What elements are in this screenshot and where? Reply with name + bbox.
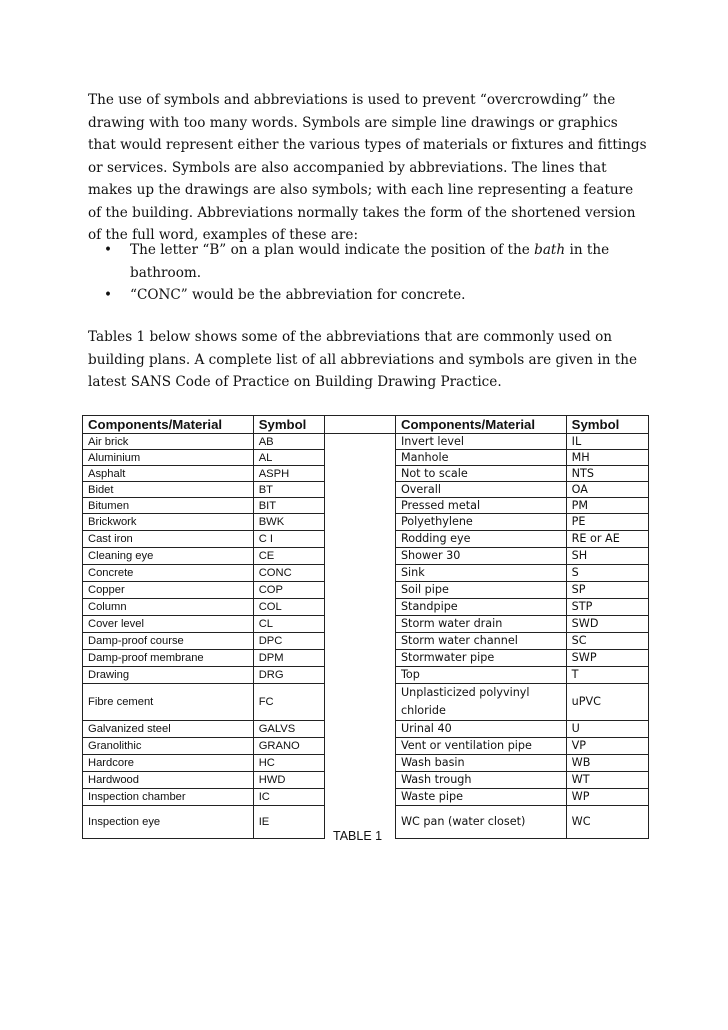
table-spacer <box>324 466 395 482</box>
cell-component-left: Copper <box>83 582 254 599</box>
cell-component-right: Pressed metal <box>395 498 566 514</box>
table-spacer <box>324 755 395 772</box>
cell-component-right: Shower 30 <box>395 548 566 565</box>
table-spacer <box>324 684 395 721</box>
cell-symbol-right: RE or AE <box>566 531 648 548</box>
cell-component-right: Top <box>395 667 566 684</box>
list-item <box>104 284 648 307</box>
cell-symbol-right: PE <box>566 514 648 531</box>
table-row <box>83 599 649 616</box>
cell-symbol-right: PM <box>566 498 648 514</box>
cell-symbol-right: IL <box>566 434 648 450</box>
table-row <box>83 450 649 466</box>
cell-symbol-left: AL <box>253 450 324 466</box>
abbreviations-table <box>82 415 649 839</box>
cell-component-left: Bidet <box>83 482 254 498</box>
cell-component-right: Soil pipe <box>395 582 566 599</box>
tables-paragraph: Tables 1 below shows some of the abbreviations that are commonly used on building plans. A complete list of all abbreviations and symbols are given in the latest SANS Code of Practice on Building Drawing Practice. <box>88 329 638 390</box>
cell-component-left: Galvanized steel <box>83 721 254 738</box>
cell-symbol-right: U <box>566 721 648 738</box>
cell-symbol-left: CONC <box>253 565 324 582</box>
cell-symbol-left: COP <box>253 582 324 599</box>
cell-symbol-left: IE <box>253 806 324 839</box>
table-row <box>83 565 649 582</box>
cell-symbol-left: AB <box>253 434 324 450</box>
table-spacer <box>324 738 395 755</box>
cell-component-left: Inspection chamber <box>83 789 254 806</box>
cell-component-left: Inspection eye <box>83 806 254 839</box>
table-spacer <box>324 789 395 806</box>
table-row <box>83 721 649 738</box>
cell-component-left: Damp-proof course <box>83 633 254 650</box>
cell-component-right: Urinal 40 <box>395 721 566 738</box>
cell-component-right: Manhole <box>395 450 566 466</box>
cell-symbol-right: WP <box>566 789 648 806</box>
cell-component-right: Vent or ventilation pipe <box>395 738 566 755</box>
cell-symbol-right: SC <box>566 633 648 650</box>
table-spacer <box>324 650 395 667</box>
cell-symbol-left: IC <box>253 789 324 806</box>
cell-symbol-left: C I <box>253 531 324 548</box>
examples-list <box>104 239 648 307</box>
bullet-icon: • <box>104 242 113 258</box>
table-row <box>83 434 649 450</box>
cell-component-left: Bitumen <box>83 498 254 514</box>
cell-symbol-left: DPC <box>253 633 324 650</box>
cell-component-left: Fibre cement <box>83 684 254 721</box>
cell-component-right: Overall <box>395 482 566 498</box>
list-item <box>104 239 648 284</box>
table-row <box>83 548 649 565</box>
table-spacer <box>324 498 395 514</box>
cell-component-left: Brickwork <box>83 514 254 531</box>
table-spacer <box>324 482 395 498</box>
cell-component-left: Damp-proof membrane <box>83 650 254 667</box>
table-spacer <box>324 599 395 616</box>
cell-symbol-left: GALVS <box>253 721 324 738</box>
cell-component-right: Waste pipe <box>395 789 566 806</box>
table-row <box>83 582 649 599</box>
cell-symbol-right: STP <box>566 599 648 616</box>
cell-component-left: Concrete <box>83 565 254 582</box>
cell-component-right: WC pan (water closet) <box>395 806 566 839</box>
table-row <box>83 772 649 789</box>
cell-symbol-left: CL <box>253 616 324 633</box>
cell-component-left: Aluminium <box>83 450 254 466</box>
header-component-left: Components/Material <box>83 416 254 434</box>
table-row <box>83 789 649 806</box>
bullet-text: in the bathroom. <box>130 242 610 281</box>
table-row <box>83 616 649 633</box>
cell-symbol-left: CE <box>253 548 324 565</box>
cell-symbol-right: WT <box>566 772 648 789</box>
cell-symbol-right: SH <box>566 548 648 565</box>
cell-symbol-left: BT <box>253 482 324 498</box>
cell-symbol-right: S <box>566 565 648 582</box>
table-header-row <box>83 416 649 434</box>
table-row <box>83 684 649 721</box>
header-symbol-left: Symbol <box>253 416 324 434</box>
cell-component-left: Asphalt <box>83 466 254 482</box>
cell-component-right: Storm water drain <box>395 616 566 633</box>
cell-component-left: Cast iron <box>83 531 254 548</box>
table-row <box>83 498 649 514</box>
table-row <box>83 755 649 772</box>
table-caption: TABLE 1 <box>333 829 383 843</box>
table-body <box>83 434 649 839</box>
cell-component-right: Stormwater pipe <box>395 650 566 667</box>
table-spacer <box>324 565 395 582</box>
table-row <box>83 514 649 531</box>
cell-symbol-right: SWD <box>566 616 648 633</box>
table-row <box>83 531 649 548</box>
intro-paragraph: The use of symbols and abbreviations is used to prevent “overcrowding” the drawing with too many words. Symbols are simple line drawings or graphics that would represent either the various types of materials or fixtures and fittings or services. Symbols are also accompanied by abbreviations. The lines that makes up the drawings are also symbols; with each line representing a feature of the building. Abbreviations normally takes the form of the shortened version of the full word, examples of these are: <box>88 92 647 243</box>
table-spacer <box>324 514 395 531</box>
cell-symbol-left: BWK <box>253 514 324 531</box>
cell-symbol-left: ASPH <box>253 466 324 482</box>
cell-component-right: Rodding eye <box>395 531 566 548</box>
cell-component-right: Not to scale <box>395 466 566 482</box>
cell-component-left: Cleaning eye <box>83 548 254 565</box>
cell-symbol-right: WC <box>566 806 648 839</box>
cell-component-right: Storm water channel <box>395 633 566 650</box>
cell-component-left: Air brick <box>83 434 254 450</box>
cell-symbol-right: MH <box>566 450 648 466</box>
bullet-emphasis: bath <box>534 242 566 258</box>
cell-symbol-right: T <box>566 667 648 684</box>
bullet-text: The letter “B” on a plan would indicate the position of the <box>130 242 535 258</box>
table-spacer <box>324 633 395 650</box>
cell-symbol-left: BIT <box>253 498 324 514</box>
cell-symbol-left: COL <box>253 599 324 616</box>
table-spacer <box>324 667 395 684</box>
table-row <box>83 482 649 498</box>
cell-symbol-left: HWD <box>253 772 324 789</box>
cell-component-right: Polyethylene <box>395 514 566 531</box>
table-spacer <box>324 548 395 565</box>
cell-component-left: Column <box>83 599 254 616</box>
cell-component-left: Cover level <box>83 616 254 633</box>
header-component-right: Components/Material <box>395 416 566 434</box>
cell-symbol-right: OA <box>566 482 648 498</box>
cell-symbol-left: HC <box>253 755 324 772</box>
cell-symbol-right: NTS <box>566 466 648 482</box>
table-row <box>83 667 649 684</box>
cell-component-right: Invert level <box>395 434 566 450</box>
cell-symbol-right: SP <box>566 582 648 599</box>
cell-symbol-right: VP <box>566 738 648 755</box>
bullet-icon: • <box>104 287 113 303</box>
table-spacer <box>324 531 395 548</box>
cell-symbol-left: FC <box>253 684 324 721</box>
cell-symbol-right: WB <box>566 755 648 772</box>
cell-component-right: Sink <box>395 565 566 582</box>
cell-component-left: Hardwood <box>83 772 254 789</box>
cell-component-right: Standpipe <box>395 599 566 616</box>
cell-component-right: Wash trough <box>395 772 566 789</box>
cell-component-left: Hardcore <box>83 755 254 772</box>
table-spacer <box>324 434 395 450</box>
table-row <box>83 466 649 482</box>
table-row <box>83 633 649 650</box>
cell-symbol-right: SWP <box>566 650 648 667</box>
cell-symbol-left: DPM <box>253 650 324 667</box>
table-row <box>83 650 649 667</box>
table-spacer <box>324 582 395 599</box>
table-spacer <box>324 721 395 738</box>
table-spacer <box>324 416 395 434</box>
cell-symbol-left: DRG <box>253 667 324 684</box>
cell-symbol-left: GRANO <box>253 738 324 755</box>
table-spacer <box>324 450 395 466</box>
cell-component-left: Granolithic <box>83 738 254 755</box>
table-spacer <box>324 772 395 789</box>
table-spacer <box>324 616 395 633</box>
table-row <box>83 738 649 755</box>
cell-component-right: Unplasticized polyvinyl chloride <box>395 684 566 721</box>
cell-symbol-right: uPVC <box>566 684 648 721</box>
header-symbol-right: Symbol <box>566 416 648 434</box>
bullet-text: “CONC” would be the abbreviation for concrete. <box>130 287 466 303</box>
cell-component-left: Drawing <box>83 667 254 684</box>
cell-component-right: Wash basin <box>395 755 566 772</box>
